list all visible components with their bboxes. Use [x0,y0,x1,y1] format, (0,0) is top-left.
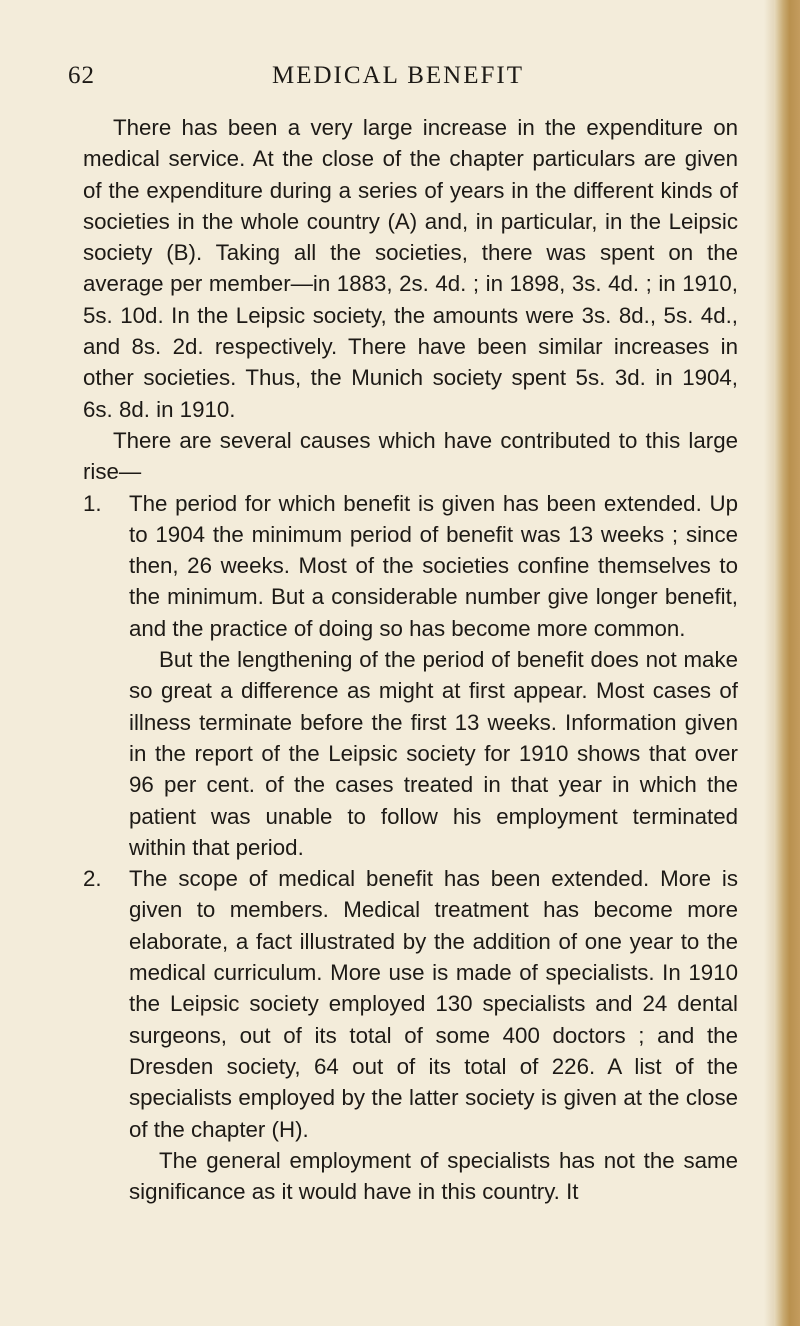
list-item-continuation: The general employment of specialists has not the same significance as it would have in this country. It [129,1147,738,1205]
page-number: 62 [68,62,95,89]
list-number: 2. [83,866,102,892]
list-item-text: The period for which benefit is given has been extended. Up to 1904 the minimum period of benefit was 13 weeks ; since then, 26 weeks. Most of the societies confine themselves to the minimum. But a considerable number give longer benefit, and the practice of doing so has become more common. [129,490,738,641]
list-number: 1. [83,490,102,516]
running-title: MEDICAL BENEFIT [272,62,524,89]
page-header [68,62,728,98]
list-item [83,863,738,1145]
page-binding-edge [774,0,800,1326]
paragraph: There are several causes which have contributed to this large rise— [83,427,738,485]
page-binding-shadow [764,0,774,1326]
body-text [83,112,738,1207]
list-item-continuation: But the lengthening of the period of benefit does not make so great a difference as might at first appear. Most cases of illness terminate before the first 13 weeks. Information given in the report of the Leipsic society for 1910 shows that over 96 per cent. of the cases treated in that year in which the patient was unable to follow his employment terminated within that period. [129,647,738,860]
list-item [83,488,738,644]
paragraph: There has been a very large increase in the expenditure on medical service. At the close of the chapter particulars are given of the expenditure during a series of years in the different kinds of societies in the whole country (A) and, in particular, in the Leipsic society (B). Taking all the societies, there was spent on the average per member—in 1883, 2s. 4d. ; in 1898, 3s. 4d. ; in 1910, 5s. 10d. In the Leipsic society, the amounts were 3s. 8d., 5s. 4d., and 8s. 2d. respectively. There have been similar increases in other societies. Thus, the Munich society spent 5s. 3d. in 1904, 6s. 8d. in 1910. [83,115,738,422]
list-item-text: The scope of medical benefit has been extended. More is given to members. Medical treatment has become more elaborate, a fact illustrated by the addition of one year to the medical curriculum. More use is made of specialists. In 1910 the Leipsic society employed 130 specialists and 24 dental surgeons, out of its total of some 400 doctors ; and the Dresden society, 64 out of its total of 226. A list of the specialists employed by the latter society is given at the close of the chapter (H). [129,866,738,1142]
